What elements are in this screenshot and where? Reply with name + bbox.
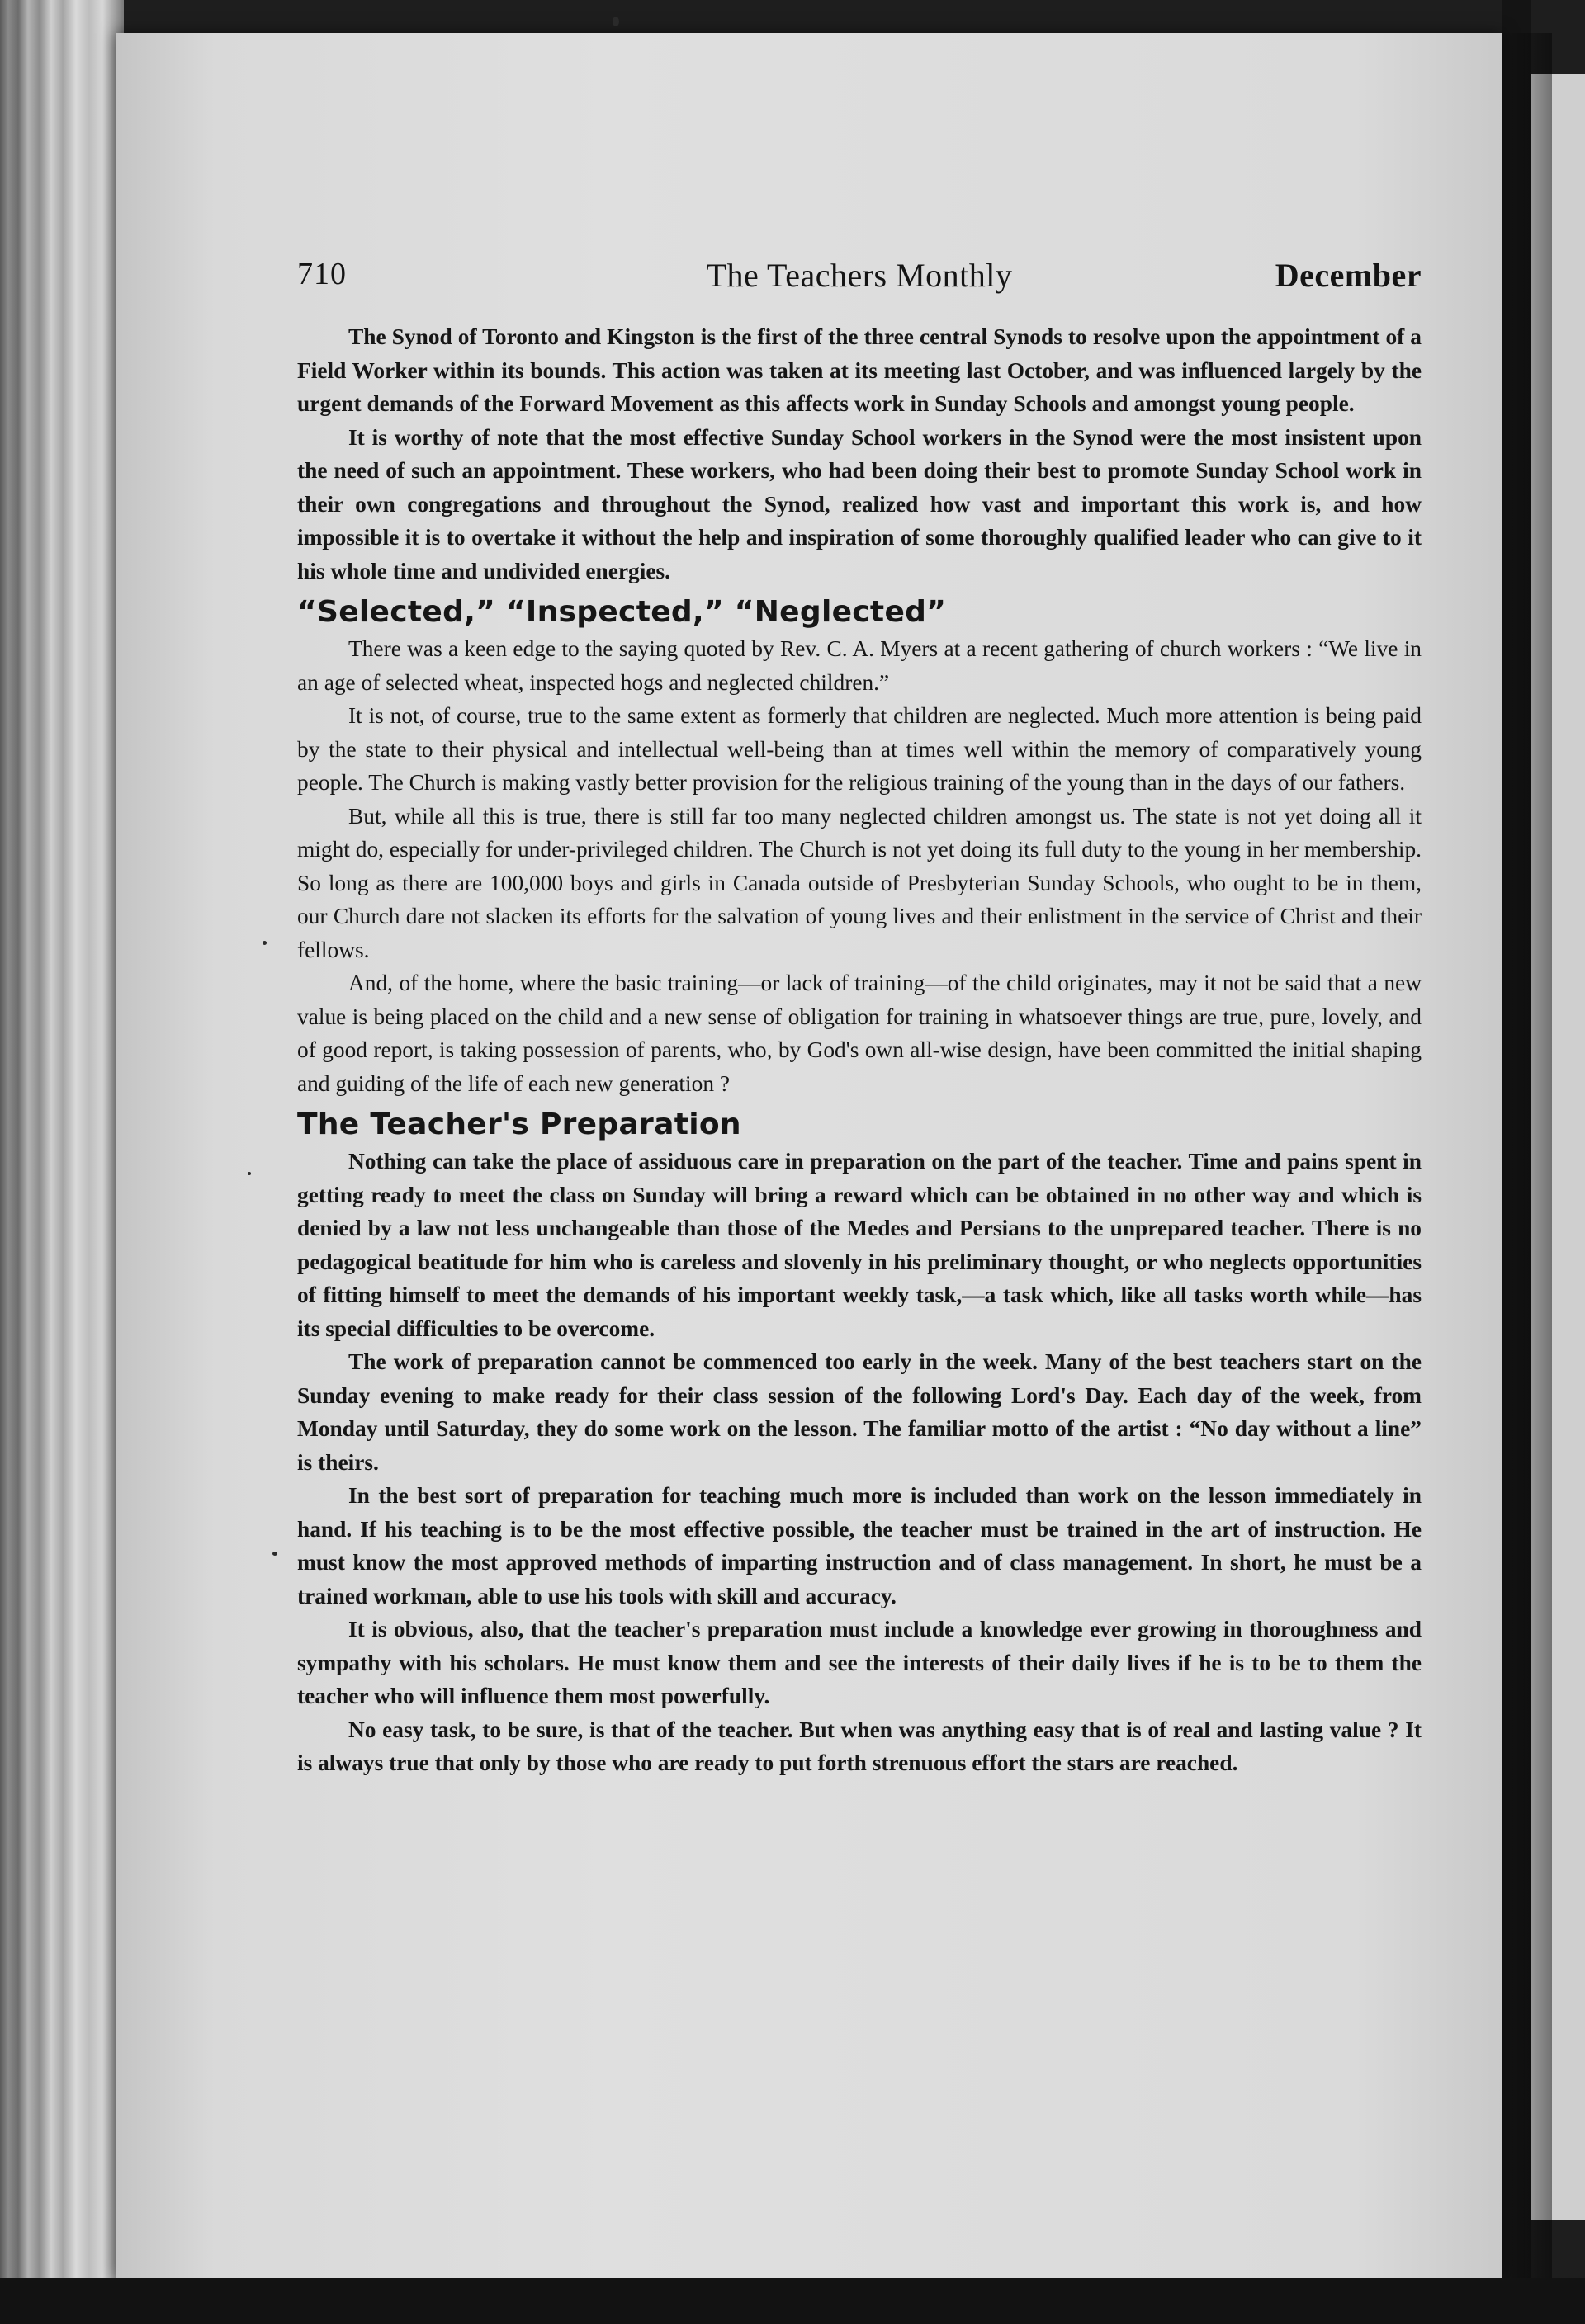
paragraph: It is not, of course, true to the same extent as formerly that children are neglected. Much more attention is being paid by the state to their physical and intellectual well-being than at times well within the memory of comparatively young people. The Church is making vastly better provision for the religious training of the young than in the days of our fathers. (297, 703, 1422, 795)
section-heading-selected-inspected-neglected: “Selected,” “Inspected,” “Neglected” (297, 595, 947, 629)
paragraph: It is obvious, also, that the teacher's preparation must include a knowledge ever growing in thoroughness and sympathy with his scholars. He must know them and see the interests of their daily lives if he is to be to them the teacher who will influence them most powerfully. (297, 1617, 1422, 1708)
paragraph: The Synod of Toronto and Kingston is the first of the three central Synods to resolve upon the appointment of a Field Worker within its bounds. This action was taken at its meeting last October, and was influenced largely by the urgent demands of the Forward Movement as this affects work in Sunday Schools and amongst young people. (297, 324, 1422, 416)
scan-speck (263, 941, 267, 945)
paragraph: The work of preparation cannot be commenced too early in the week. Many of the best teachers start on the Sunday evening to make ready for their class session of the following Lord's Day. Each day of the week, from Monday until Saturday, they do some work on the lesson. The familiar motto of the artist : “No day without a line” is theirs. (297, 1349, 1422, 1475)
scan-speck (248, 1172, 251, 1175)
page-gutter-shadow (1502, 33, 1552, 2278)
paragraph: Nothing can take the place of assiduous care in preparation on the part of the teacher. Time and pains spent in getting ready to meet the class on Sunday will bring a reward which can be obtained in no other way and which is denied by a law not less unchangeable than those of the Medes and Persians to the unprepared teacher. There is no pedagogical beatitude for him who is careless and slovenly in his preliminary thought, or who neglects opportunities of fitting himself to meet the demands of his important weekly task,—a task which, like all tasks worth while—has its special difficulties to be overcome. (297, 1149, 1422, 1341)
paragraph: It is worthy of note that the most effective Sunday School workers in the Synod were the most insistent upon the need of such an appointment. These workers, who had been doing their best to promote Sunday School work in their own congregations and throughout the Synod, realized how vast and important this work is, and how impossible it is to overtake it without the help and inspiration of some thoroughly qualified leader who can give to it his whole time and undivided energies. (297, 424, 1422, 583)
scan-speck (272, 1552, 277, 1556)
paragraph: And, of the home, where the basic training—or lack of training—of the child originates, may it not be said that a new value is being placed on the child and a new sense of obligation for training in whatsoever things are true, pure, lovely, and of good report, is taking possession of parents, who, by God's own all-wise design, have been committed the initial shaping and guiding of the life of each new generation ? (297, 971, 1422, 1096)
issue-month: December (1275, 257, 1422, 294)
paragraph: No easy task, to be sure, is that of the teacher. But when was anything easy that is of real and lasting value ? It is always true that only by those who are ready to put forth strenuous effort the stars are reached. (297, 1717, 1422, 1775)
page-body (297, 320, 1422, 1780)
paragraph: In the best sort of preparation for teaching much more is included than work on the lesson immediately in hand. If his teaching is to be the most effective possible, the teacher must be trained in the art of instruction. He must know the most approved methods of imparting instruction and of class management. In short, he must be a trained workman, able to use his tools with skill and accuracy. (297, 1483, 1422, 1608)
running-title: The Teachers Monthly (706, 257, 1013, 294)
book-binding-edge (0, 0, 124, 2324)
section-heading-teachers-preparation: The Teacher's Preparation (297, 1108, 741, 1141)
scan-bottom-border (0, 2278, 1585, 2324)
paragraph: There was a keen edge to the saying quoted by Rev. C. A. Myers at a recent gathering of church workers : “We live in an age of selected wheat, inspected hogs and neglected children.” (297, 636, 1422, 695)
running-header (297, 256, 1422, 305)
scan-speck (613, 17, 619, 26)
paragraph: But, while all this is true, there is still far too many neglected children amongst us. The state is not yet doing all it might do, especially for under-privileged children. The Church is not yet doing its full duty to the young in her membership. So long as there are 100,000 boys and girls in Canada outside of Presbyterian Sunday Schools, who ought to be in them, our Church dare not slacken its efforts for the salvation of young lives and their enlistment in the service of Christ and their fellows. (297, 803, 1422, 962)
page-number: 710 (297, 257, 347, 291)
